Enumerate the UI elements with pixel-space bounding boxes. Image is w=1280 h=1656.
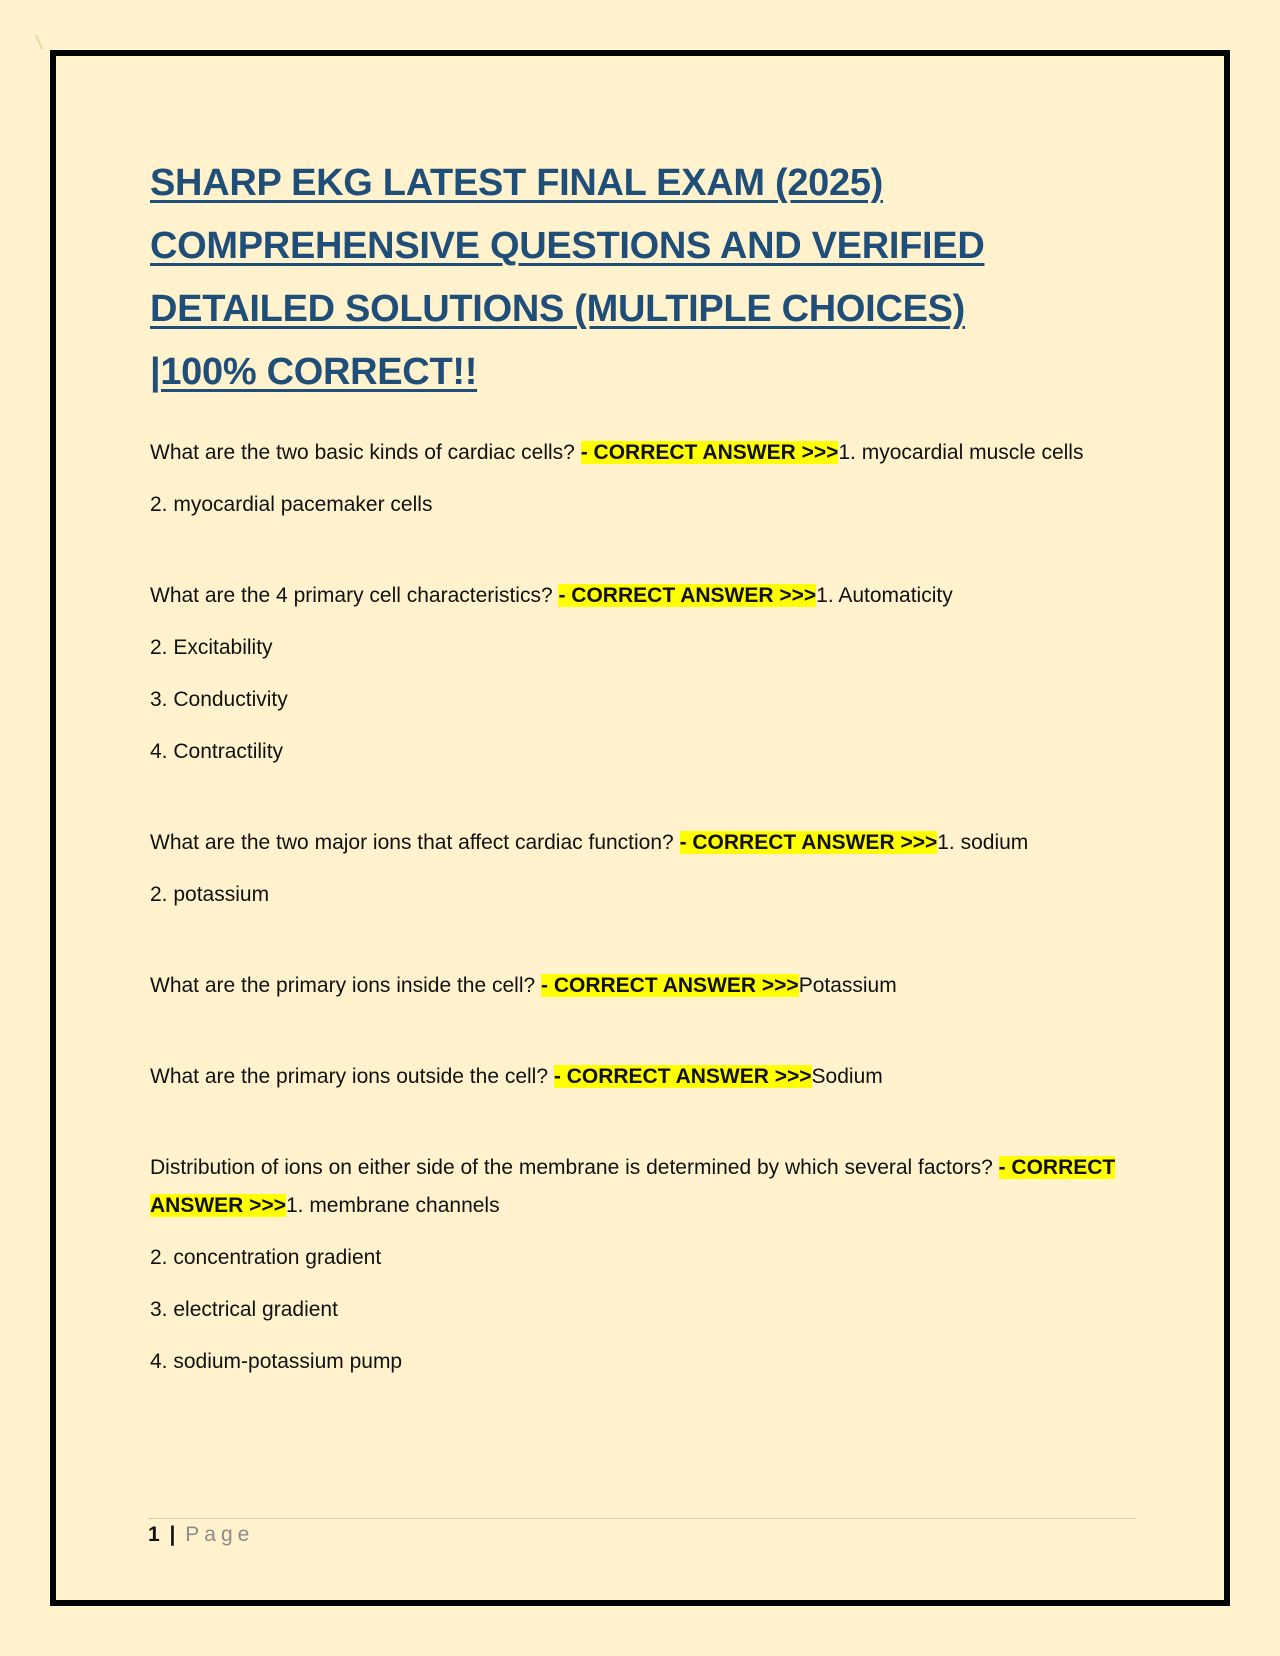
answer-line: 3. electrical gradient [150,1298,338,1321]
question-line [150,577,1135,615]
corner-mark [35,34,44,49]
footer-separator: | [169,1523,176,1546]
answer-text: 1. sodium [937,831,1029,854]
answer-text: Sodium [811,1065,883,1088]
question-text: What are the 4 primary cell characteristics? [150,584,559,607]
question-line [150,967,1135,1005]
question-text: What are the two major ions that affect cardiac function? [150,831,680,854]
answer-text: Potassium [798,974,897,997]
qa-item [150,1058,1135,1096]
qa-item [150,434,1135,524]
answer-text: 1. Automaticity [816,584,953,607]
correct-answer-marker: - CORRECT ANSWER >>> [553,1065,812,1088]
question-text: What are the two basic kinds of cardiac cells? [150,441,581,464]
document-body [150,152,1135,1434]
qa-list [150,434,1135,1381]
correct-answer-marker: - CORRECT ANSWER >>> [558,584,817,607]
question-text: What are the primary ions inside the cell? [150,974,542,997]
answer-line: 4. sodium-potassium pump [150,1350,403,1373]
answer-line: 2. potassium [150,883,270,906]
answer-line: 2. concentration gradient [150,1246,382,1269]
answer-line: 2. myocardial pacemaker cells [150,493,433,516]
title-line: |100% CORRECT!! [150,351,478,393]
correct-answer-marker: - CORRECT ANSWER >>> [580,441,839,464]
qa-item [150,967,1135,1005]
correct-answer-marker: - CORRECT ANSWER >>> [679,831,938,854]
question-text: Distribution of ions on either side of the membrane is determined by which several factors? [150,1156,999,1179]
question-line [150,824,1135,862]
title-line: SHARP EKG LATEST FINAL EXAM (2025) [150,162,884,204]
question-line [150,1058,1135,1096]
title-line: DETAILED SOLUTIONS (MULTIPLE CHOICES) [150,288,966,330]
correct-answer-marker: - CORRECT ANSWER >>> [150,1156,1116,1217]
page-number: 1 [148,1523,160,1546]
document-title [150,152,1135,404]
qa-item [150,1149,1135,1381]
page-footer [148,1518,1136,1547]
answer-line: 4. Contractility [150,740,284,763]
title-line: COMPREHENSIVE QUESTIONS AND VERIFIED [150,225,985,267]
page-label: Page [185,1523,255,1546]
correct-answer-marker: - CORRECT ANSWER >>> [541,974,799,997]
answer-line: 3. Conductivity [150,688,288,711]
qa-item [150,577,1135,771]
question-line [150,1149,1135,1225]
answer-text: 1. membrane channels [285,1194,500,1217]
answer-text: 1. myocardial muscle cells [838,441,1084,464]
qa-item [150,824,1135,914]
answer-line: 2. Excitability [150,636,273,659]
question-line [150,434,1135,472]
question-text: What are the primary ions outside the cell? [150,1065,554,1088]
